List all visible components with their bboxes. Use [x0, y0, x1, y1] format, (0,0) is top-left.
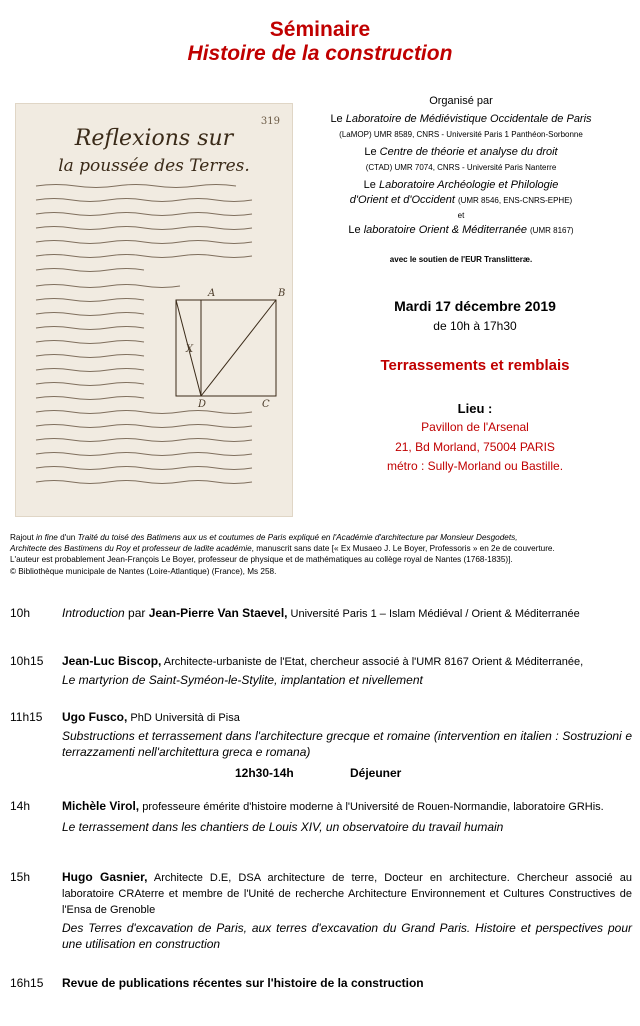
program-time: 10h15 — [10, 654, 44, 668]
caption-line3: L'auteur est probablement Jean-François Le Boyer, professeur de physique et de mathématiques au collège royal de Nantes (1768-1835)]. — [10, 555, 513, 565]
program-entry-review: Revue de publications récentes sur l'histoire de la construction — [62, 976, 424, 990]
organizer-aoroc-line2: d'Orient et d'Occident (UMR 8546, ENS-CNRS-EPHE) — [349, 194, 573, 206]
manuscript-title-line1: Reflexions sur — [74, 126, 234, 151]
venue-label: Lieu : — [457, 401, 493, 416]
caption-line1: Rajout in fine d'un Traité du toisé des Batimens aux us et coutumes de Paris expliqué en l'Académie d'architecture par Monsieur Desgodets, — [10, 533, 518, 542]
program-time: 14h — [10, 799, 31, 813]
organizers-conjunction: et — [457, 211, 465, 220]
support-note: avec le soutien de l'EUR Translitteræ. — [389, 255, 533, 264]
seminar-subtitle: Histoire de la construction — [187, 42, 453, 65]
manuscript-title-line2: la poussée des Terres. — [58, 156, 250, 176]
program-entry-virol: Michèle Virol, professeure émérite d'histoire moderne à l'Université de Rouen-Normandie, laboratoire GRHis. Le terrassement dans les chantiers de Louis XIV, un observatoire du travail humain — [62, 799, 604, 834]
program-time: 15h — [10, 870, 31, 884]
program-entry-fusco: Ugo Fusco, PhD Università di Pisa Substructions et terrassement dans l'architecture grecque et romaine (intervention en italien : Sostruzioni e terrazzamenti nell'architettura greca e romana) — [62, 710, 632, 759]
figure-label-a: A — [208, 288, 216, 299]
caption-line4: © Bibliothèque municipale de Nantes (Loire-Atlantique) (France), Ms 258. — [10, 566, 277, 576]
caption-line2: Architecte des Bastimens du Roy et professeur de ladite académie, manuscrit sans date [« Ex Musaeo J. Le Boyer, Professoris » en 2e de couverture. — [10, 544, 555, 554]
seminar-title: Séminaire — [269, 18, 371, 41]
venue-name: Pavillon de l'Arsenal — [421, 420, 529, 434]
figure-label-x: X — [186, 344, 194, 355]
organizer-ctad-detail: (CTAD) UMR 7074, CNRS - Université Paris Nanterre — [365, 163, 557, 172]
program-time: 11h15 — [10, 710, 43, 724]
organizer-ctad: Le Centre de théorie et analyse du droit — [364, 146, 558, 158]
program-entry-intro: Introduction par Jean-Pierre Van Staevel, Université Paris 1 – Islam Médiéval / Orient & Méditerranée — [62, 606, 580, 620]
event-date: Mardi 17 décembre 2019 — [394, 298, 556, 314]
lunch-time: 12h30-14h — [235, 766, 294, 780]
figure-label-b: B — [278, 288, 286, 299]
organizer-aoroc: Le Laboratoire Archéologie et Philologie — [363, 179, 559, 191]
organizer-lamop: Le Laboratoire de Médiévistique Occidentale de Paris — [330, 113, 592, 125]
figure-label-d: D — [198, 399, 207, 410]
manuscript-image — [15, 103, 293, 517]
program-time: 16h15 — [10, 976, 44, 990]
organizers-intro: Organisé par — [429, 95, 493, 107]
venue-metro: métro : Sully-Morland ou Bastille. — [386, 459, 564, 473]
lunch-label: Déjeuner — [350, 766, 402, 780]
organizer-om: Le laboratoire Orient & Méditerranée (UMR 8167) — [348, 224, 574, 236]
venue-address: 21, Bd Morland, 75004 PARIS — [395, 440, 555, 454]
manuscript-handwriting — [16, 104, 292, 516]
event-hours: de 10h à 17h30 — [433, 319, 517, 333]
figure-label-c: C — [262, 399, 270, 410]
manuscript-page-number: 319 — [260, 116, 280, 127]
organizers-block — [296, 94, 626, 267]
program-time: 10h — [10, 606, 31, 620]
event-theme: Terrassements et remblais — [380, 357, 570, 374]
program-entry-gasnier: Hugo Gasnier, Architecte D.E, DSA architecture de terre, Docteur en architecture. Chercheur associé au laboratoire CRAterre et membre de l'Unité de recherche Architecture Environnement et Cultures Constructives de l'Ensa de Grenoble Des Terres d'excavation de Paris, aux terres d'excavation du Grand Paris. Histoire et perspectives pour une utilisation en construction — [62, 870, 632, 951]
program-entry-biscop: Jean-Luc Biscop, Architecte-urbaniste de l'Etat, chercheur associé à l'UMR 8167 Orient & Méditerranée, Le martyrion de Saint-Syméon-le-Stylite, implantation et nivellement — [62, 654, 584, 687]
image-caption — [10, 532, 635, 577]
organizer-lamop-detail: (LaMOP) UMR 8589, CNRS - Université Paris 1 Panthéon-Sorbonne — [339, 130, 583, 139]
